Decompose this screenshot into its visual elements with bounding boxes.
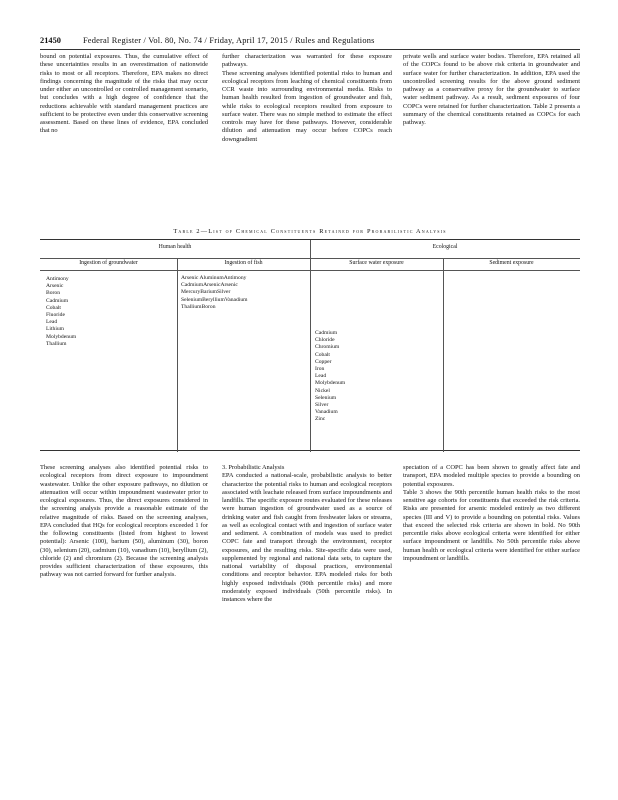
top-column-1: bound on potential exposures. Thus, the cumulative effect of these uncertainties results in an overestimation of nationwide risks to most or all receptors. Therefore, EPA makes no direct findings concerning the magnitude of the risks that may occur under either an uncontrolled or controlled management scenario, but concludes with a high degree of confidence that the reductions achievable with standard management practices are sufficient to be protective even under this conservative screening assessment. Based on these lines of evidence, EPA concluded that no — [40, 53, 208, 135]
column-header-sediment: Sediment exposure — [489, 260, 534, 266]
top-column-2: further characterization was warranted for these exposure pathways. These screening analyses identified potential risks to human and ecological receptors from leaching of chemical constituents from CCR waste into surrounding environmental media. Risks to human health resulted from ingestion of groundwater and fish, while risks to ecological receptors resulted from exposure to surface water. There was no simple method to estimate the effect controls may have for these pathways. However, considerable dilution and attenuation may occur before COPCs reach downgradient — [222, 53, 392, 143]
groundwater-constituents: Antimony Arsenic Boron Cadmium Cobalt Fluoride Lead Lithium Molybdenum Thallium — [46, 276, 77, 347]
table-divider — [177, 258, 178, 452]
surface-water-constituents: Cadmium Chloride Chromium Cobalt Copper Iron Lead Molybdenum Nickel Selenium Silver Vanadium Zinc — [315, 330, 346, 423]
fish-constituents: Arsenic AluminumAntimony CadmiumArsenicArsenic MercuryBariumSilver SeleniumBerylliumVanadium ThalliumBoron — [181, 275, 248, 310]
running-header — [40, 36, 580, 45]
header-rule — [40, 49, 580, 50]
running-head: Federal Register / Vol. 80, No. 74 / Friday, April 17, 2015 / Rules and Regulations — [82, 36, 375, 45]
bottom-column-2: 3. Probabilistic Analysis EPA conducted a national-scale, probabilistic analysis to better characterize the potential risks to human and ecological receptors associated with leachate released from surface impoundments and landfills. The specific exposure routes evaluated for these releases were human ingestion of groundwater used as a source of drinking water and fish caught from freshwater lakes or streams, as well as ecological contact with and ingestion of surface water and sediment. A combination of models was used to predict COPC fate and transport through the environment, receptor exposures, and the resulting risks. Site-specific data were used, supplemented by regional and national data sets, to capture the national variability of disposal practices, environmental conditions and receptor behavior. EPA modeled risks for both highly exposed individuals (90th percentile risks) and more moderately exposed individuals (50th percentile risks). In instances where the — [222, 464, 392, 603]
bottom-column-1: These screening analyses also identified potential risks to ecological receptors from direct exposure to impoundment wastewater. Unlike the other exposure pathways, no dilution or attenuation will occur within impoundment wastewater prior to ecological exposures. Thus, the direct exposures considered in the screening analysis provide a reasonable estimate of the relative magnitude of risks. Based on the screening analyses, EPA concluded that HQs for ecological receptors exceeded 1 for the following constituents (listed from highest to lowest potential): Arsenic (100), barium (50), aluminum (30), boron (30), selenium (20), cadmium (10), vanadium (10), beryllium (2), chloride (2) and chromium (2). Because the screening analysis provides sufficient characterization of these exposures, this pathway was not carried forward for further analysis. — [40, 464, 208, 579]
table-divider — [310, 240, 311, 452]
table-title: Table 2—List of Chemical Constituents Retained for Probabilistic Analysis — [173, 228, 447, 235]
constituents-table — [40, 239, 580, 451]
column-header-surface-water: Surface water exposure — [349, 260, 404, 266]
column-header-groundwater: Ingestion of groundwater — [79, 260, 138, 266]
column-header-fish: Ingestion of fish — [224, 260, 263, 266]
group-header-human-health: Human health — [158, 244, 192, 250]
page-number: 21450 — [40, 36, 61, 45]
top-column-3: private wells and surface water bodies. Therefore, EPA retained all of the COPCs found to be above risk criteria in groundwater and surface water for further characterization. In addition, EPA used the uncontrolled screening results for the above ground sediment pathway as a conservative proxy for the groundwater to surface water sediment pathway. As a result, sediment exposures of four COPCs were retained for further characterization. Table 2 presents a summary of the chemical constituents retained as COPCs for each pathway. — [403, 53, 580, 126]
table-divider — [443, 258, 444, 452]
bottom-column-3: speciation of a COPC has been shown to greatly affect fate and transport, EPA modeled multiple species to provide a bounding on potential exposures. Table 3 shows the 90th percentile human health risks to the most sensitive age cohorts for constituents that exceeded the risk criteria. Risks are presented for arsenic modeled entirely as two different species (III and V) to provide a bounding on potential risks. Values that exceed the selected risk criteria are shown in bold. No 90th percentile risks above ecological criteria were identified for either surface impoundment or landfills. No 50th percentile risks above human health or ecological criteria were identified for either surface impoundment or landfills. — [403, 464, 580, 562]
group-header-ecological: Ecological — [432, 244, 458, 250]
